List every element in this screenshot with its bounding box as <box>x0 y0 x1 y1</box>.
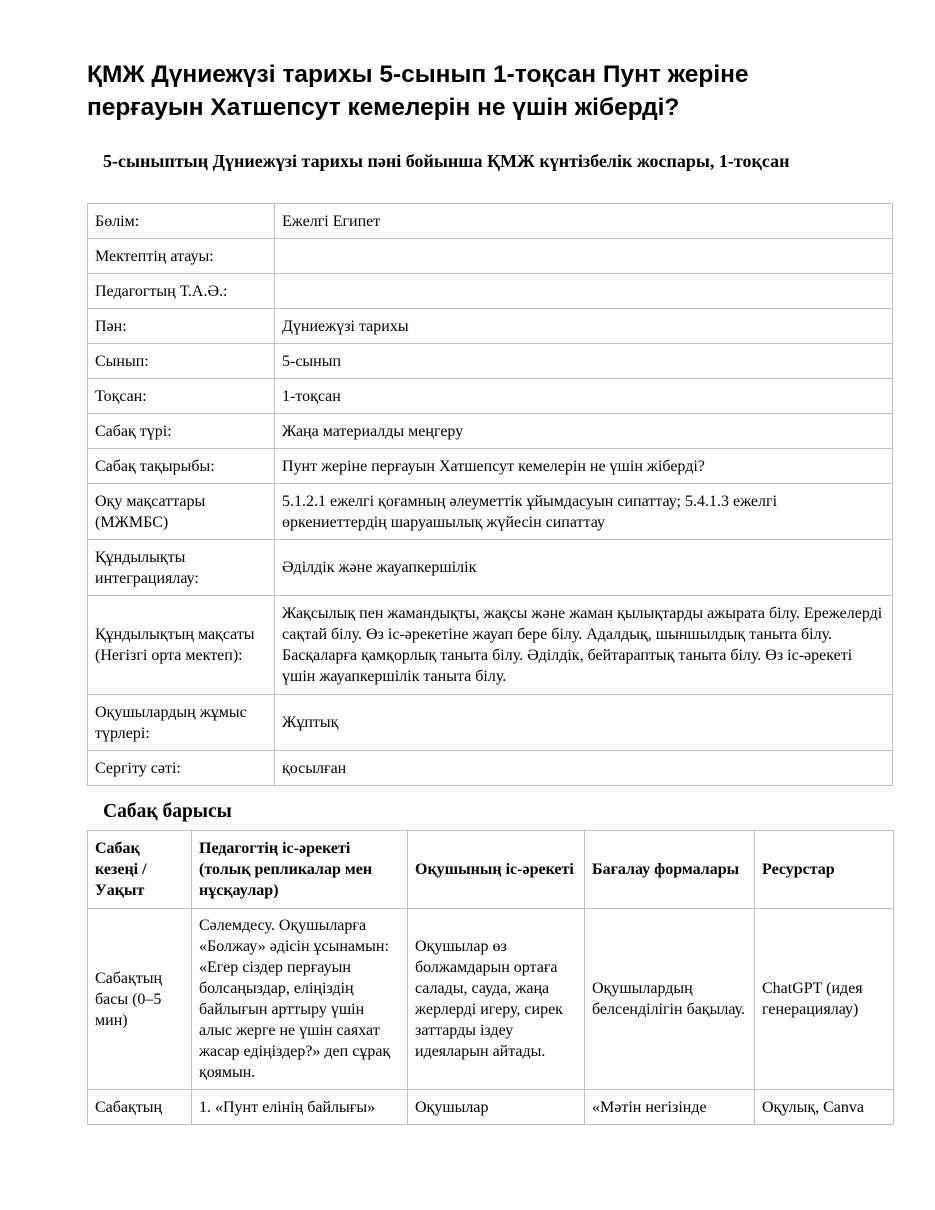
col-header-stage: Сабақ кезеңі / Уақыт <box>88 831 192 909</box>
student-cell: Оқушылар өз болжамдарын ортаға салады, сауда, жаңа жерлерді игеру, сирек заттарды іздеу идеяларын айтады. <box>408 909 585 1090</box>
resources-cell: ChatGPT (идея генерациялау) <box>755 909 894 1090</box>
info-row-grade <box>88 344 893 379</box>
assessment-cell: «Мәтін негізінде <box>585 1090 755 1125</box>
info-row-quarter <box>88 379 893 414</box>
lesson-info-table <box>87 203 893 786</box>
info-value <box>275 274 893 309</box>
info-value: 5-сынып <box>275 344 893 379</box>
table-row <box>88 1090 894 1125</box>
stage-cell: Сабақтың <box>88 1090 192 1125</box>
info-value: қосылған <box>275 751 893 786</box>
info-label: Бөлім: <box>88 204 275 239</box>
info-value: Ежелгі Египет <box>275 204 893 239</box>
info-row-topic <box>88 449 893 484</box>
lesson-flow-table <box>87 830 894 1125</box>
info-label: Сабақ тақырыбы: <box>88 449 275 484</box>
info-row-lesson-type <box>88 414 893 449</box>
info-label: Сабақ түрі: <box>88 414 275 449</box>
lesson-header-row <box>88 831 894 909</box>
stage-cell: Сабақтың басы (0–5 мин) <box>88 909 192 1090</box>
info-label: Пән: <box>88 309 275 344</box>
info-row-work-types <box>88 695 893 751</box>
col-header-assessment: Бағалау формалары <box>585 831 755 909</box>
col-header-student: Оқушының іс-әрекеті <box>408 831 585 909</box>
info-value: Жұптық <box>275 695 893 751</box>
info-row-school <box>88 239 893 274</box>
teacher-cell: 1. «Пунт елінің байлығы» <box>192 1090 408 1125</box>
col-header-resources: Ресурстар <box>755 831 894 909</box>
info-value <box>275 239 893 274</box>
col-header-teacher: Педагогтің іс-әрекеті (толық репликалар мен нұсқаулар) <box>192 831 408 909</box>
info-value: Әділдік және жауапкершілік <box>275 540 893 596</box>
info-row-objectives <box>88 484 893 540</box>
info-label: Педагогтың Т.А.Ә.: <box>88 274 275 309</box>
info-label: Оқу мақсаттары (МЖМБС) <box>88 484 275 540</box>
info-row-subject <box>88 309 893 344</box>
teacher-cell: Сәлемдесу. Оқушыларға «Болжау» әдісін ұсынамын: «Егер сіздер перғауын болсаңыздар, еліңіздің байлығын арттыру үшін алыс жерге не үшін саяхат жасар едіңіздер?» деп сұрақ қоямын. <box>192 909 408 1090</box>
lesson-heading: Сабақ барысы <box>103 801 232 822</box>
info-value: Пунт жеріне перғауын Хатшепсут кемелерін не үшін жіберді? <box>275 449 893 484</box>
info-row-value-goal <box>88 596 893 695</box>
info-label: Тоқсан: <box>88 379 275 414</box>
info-label: Құндылықты интеграциялау: <box>88 540 275 596</box>
info-label: Оқушылардың жұмыс түрлері: <box>88 695 275 751</box>
info-row-value-integration <box>88 540 893 596</box>
page-title: ҚМЖ Дүниежүзі тарихы 5-сынып 1-тоқсан Пунт жеріне перғауын Хатшепсут кемелерін не үшін жіберді? <box>87 61 749 121</box>
info-value: 1-тоқсан <box>275 379 893 414</box>
info-row-teacher <box>88 274 893 309</box>
student-cell: Оқушылар <box>408 1090 585 1125</box>
info-label: Мектептің атауы: <box>88 239 275 274</box>
info-value: Дүниежүзі тарихы <box>275 309 893 344</box>
info-label: Құндылықтың мақсаты (Негізгі орта мектеп): <box>88 596 275 695</box>
info-value: Жақсылық пен жамандықты, жақсы және жаман қылықтарды ажырата білу. Ережелерді сақтай білу. Өз іс-әрекетіне жауап бере білу. Адалдық, шыншылдық таныта білу. Басқаларға қамқорлық таныта білу. Әділдік, бейтараптық таныта білу. Өз іс-әрекеті үшін жауапкершілік таныта білу. <box>275 596 893 695</box>
info-value: 5.1.2.1 ежелгі қоғамның әлеуметтік ұйымдасуын сипаттау; 5.4.1.3 ежелгі өркениеттердің шаруашылық жүйесін сипаттау <box>275 484 893 540</box>
info-label: Сергіту сәті: <box>88 751 275 786</box>
info-value: Жаңа материалды меңгеру <box>275 414 893 449</box>
plan-heading: 5-сыныптың Дүниежүзі тарихы пәні бойынша ҚМЖ күнтізбелік жоспары, 1-тоқсан <box>103 151 790 171</box>
info-label: Сынып: <box>88 344 275 379</box>
resources-cell: Оқулық, Canva <box>755 1090 894 1125</box>
table-row <box>88 909 894 1090</box>
assessment-cell: Оқушылардың белсенділігін бақылау. <box>585 909 755 1090</box>
info-row-warmup <box>88 751 893 786</box>
info-row-section <box>88 204 893 239</box>
